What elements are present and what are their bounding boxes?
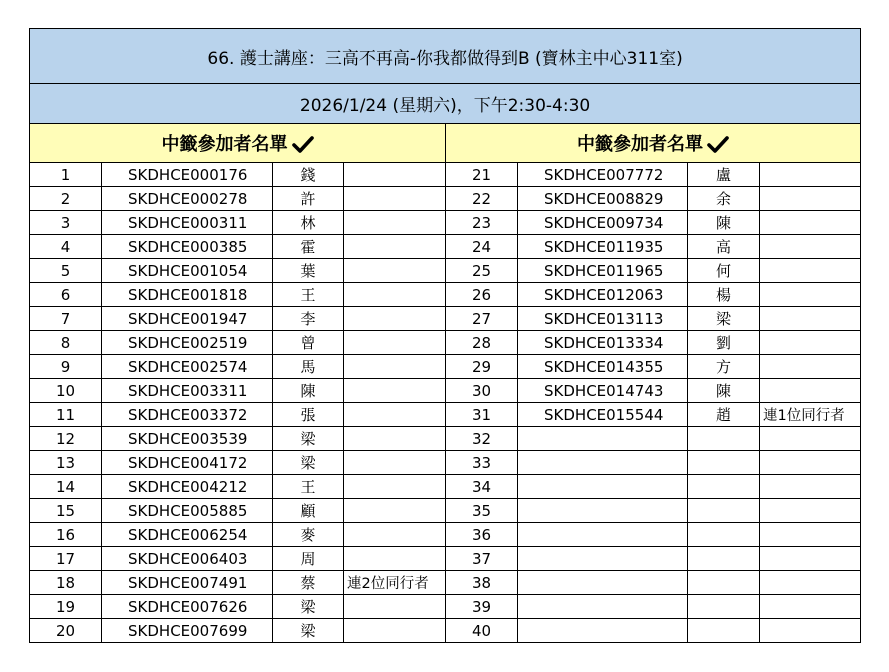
table-row [30,547,861,571]
companion-note [344,283,446,307]
event-title: 66. 護士講座：三高不再高-你我都做得到B (寶林主中心311室) [30,29,861,84]
member-id: SKDHCE001947 [102,307,273,331]
entry-number: 38 [446,571,518,595]
member-surname: 何 [688,259,760,283]
entry-number: 14 [30,475,102,499]
table-row [30,259,861,283]
table-row [30,403,861,427]
member-id: SKDHCE014743 [518,379,688,403]
member-surname: 曾 [273,331,344,355]
member-id: SKDHCE003539 [102,427,273,451]
member-id: SKDHCE009734 [518,211,688,235]
member-surname: 楊 [688,283,760,307]
member-surname: 馬 [273,355,344,379]
entry-number: 24 [446,235,518,259]
entry-number: 30 [446,379,518,403]
member-surname [688,619,760,643]
companion-note [760,211,861,235]
member-surname [688,547,760,571]
companion-note [344,427,446,451]
member-surname [688,427,760,451]
entry-number: 35 [446,499,518,523]
entry-number: 29 [446,355,518,379]
member-id: SKDHCE015544 [518,403,688,427]
entry-number: 33 [446,451,518,475]
companion-note [760,571,861,595]
companion-note [344,595,446,619]
member-surname: 方 [688,355,760,379]
member-id: SKDHCE000278 [102,187,273,211]
entry-number: 28 [446,331,518,355]
member-id: SKDHCE013334 [518,331,688,355]
member-id: SKDHCE002519 [102,331,273,355]
table-row [30,571,861,595]
entry-number: 1 [30,163,102,187]
entry-number: 3 [30,211,102,235]
member-surname: 盧 [688,163,760,187]
table-row [30,379,861,403]
table-row [30,595,861,619]
member-id: SKDHCE004172 [102,451,273,475]
member-id [518,571,688,595]
section-header-left [30,124,446,163]
entry-number: 11 [30,403,102,427]
member-id: SKDHCE014355 [518,355,688,379]
table-row [30,523,861,547]
event-date: 2026/1/24 (星期六)，下午2:30-4:30 [30,84,861,124]
member-id: SKDHCE002574 [102,355,273,379]
entry-number: 27 [446,307,518,331]
member-id [518,499,688,523]
member-id: SKDHCE001054 [102,259,273,283]
member-surname: 劉 [688,331,760,355]
member-id: SKDHCE007772 [518,163,688,187]
companion-note [344,523,446,547]
table-row [30,163,861,187]
companion-note [344,307,446,331]
entry-number: 34 [446,475,518,499]
member-surname: 張 [273,403,344,427]
entry-number: 19 [30,595,102,619]
table-row [30,331,861,355]
table-row [30,475,861,499]
entry-number: 23 [446,211,518,235]
entry-number: 7 [30,307,102,331]
entry-number: 36 [446,523,518,547]
table-row [30,427,861,451]
section-header-right [446,124,861,163]
member-id: SKDHCE006403 [102,547,273,571]
member-id: SKDHCE005885 [102,499,273,523]
member-surname: 許 [273,187,344,211]
companion-note [344,403,446,427]
entry-number: 13 [30,451,102,475]
companion-note [344,163,446,187]
member-surname: 趙 [688,403,760,427]
member-surname [688,475,760,499]
member-id: SKDHCE007491 [102,571,273,595]
companion-note [760,283,861,307]
entry-number: 15 [30,499,102,523]
companion-note: 連2位同行者 [344,571,446,595]
companion-note: 連1位同行者 [760,403,861,427]
member-id [518,595,688,619]
check-icon [292,135,314,153]
member-surname: 蔡 [273,571,344,595]
member-surname [688,595,760,619]
member-id: SKDHCE004212 [102,475,273,499]
member-surname: 梁 [273,619,344,643]
entry-number: 37 [446,547,518,571]
companion-note [344,259,446,283]
table-row [30,499,861,523]
member-surname: 陳 [688,379,760,403]
member-surname: 麥 [273,523,344,547]
table-row [30,355,861,379]
companion-note [760,523,861,547]
member-surname [688,499,760,523]
entry-number: 21 [446,163,518,187]
companion-note [344,379,446,403]
entry-number: 18 [30,571,102,595]
member-surname: 梁 [273,595,344,619]
member-id [518,619,688,643]
member-surname: 周 [273,547,344,571]
companion-note [760,187,861,211]
member-id: SKDHCE006254 [102,523,273,547]
companion-note [760,259,861,283]
entry-number: 20 [30,619,102,643]
member-id: SKDHCE001818 [102,283,273,307]
member-id: SKDHCE003372 [102,403,273,427]
member-id: SKDHCE007626 [102,595,273,619]
table-row [30,307,861,331]
member-surname: 陳 [273,379,344,403]
table-row [30,235,861,259]
companion-note [760,595,861,619]
member-surname: 霍 [273,235,344,259]
companion-note [344,355,446,379]
member-surname: 林 [273,211,344,235]
table-row [30,451,861,475]
member-id: SKDHCE013113 [518,307,688,331]
member-id [518,547,688,571]
entry-number: 4 [30,235,102,259]
companion-note [760,427,861,451]
check-icon [707,135,729,153]
member-surname: 余 [688,187,760,211]
member-surname [688,523,760,547]
member-id: SKDHCE000311 [102,211,273,235]
member-surname: 李 [273,307,344,331]
member-surname: 梁 [273,451,344,475]
entry-number: 40 [446,619,518,643]
member-surname: 梁 [688,307,760,331]
entry-number: 26 [446,283,518,307]
member-surname: 王 [273,475,344,499]
entry-number: 22 [446,187,518,211]
table-row [30,187,861,211]
companion-note [344,547,446,571]
companion-note [760,235,861,259]
companion-note [760,499,861,523]
member-surname: 顧 [273,499,344,523]
entry-number: 39 [446,595,518,619]
member-surname [688,571,760,595]
member-id: SKDHCE008829 [518,187,688,211]
entry-number: 16 [30,523,102,547]
companion-note [344,475,446,499]
member-surname: 葉 [273,259,344,283]
entry-number: 10 [30,379,102,403]
member-id: SKDHCE000385 [102,235,273,259]
companion-note [760,619,861,643]
companion-note [760,379,861,403]
entry-number: 8 [30,331,102,355]
member-id [518,451,688,475]
member-id: SKDHCE012063 [518,283,688,307]
member-surname: 梁 [273,427,344,451]
table-row [30,619,861,643]
companion-note [760,163,861,187]
member-surname: 王 [273,283,344,307]
member-surname: 高 [688,235,760,259]
entry-number: 12 [30,427,102,451]
entry-number: 17 [30,547,102,571]
section-header-label: 中籤參加者名單 [577,134,704,155]
companion-note [760,451,861,475]
winners-table [29,28,861,643]
companion-note [344,235,446,259]
member-id [518,427,688,451]
member-id: SKDHCE003311 [102,379,273,403]
table-row [30,283,861,307]
table-row [30,211,861,235]
entry-number: 31 [446,403,518,427]
entry-number: 32 [446,427,518,451]
section-header-label: 中籤參加者名單 [161,134,288,155]
member-surname: 錢 [273,163,344,187]
member-id: SKDHCE000176 [102,163,273,187]
member-id: SKDHCE011935 [518,235,688,259]
member-surname: 陳 [688,211,760,235]
companion-note [760,307,861,331]
companion-note [344,211,446,235]
companion-note [760,331,861,355]
entry-number: 9 [30,355,102,379]
companion-note [760,355,861,379]
member-id [518,523,688,547]
companion-note [760,547,861,571]
companion-note [344,187,446,211]
entry-number: 25 [446,259,518,283]
member-id: SKDHCE007699 [102,619,273,643]
member-id: SKDHCE011965 [518,259,688,283]
entry-number: 5 [30,259,102,283]
companion-note [344,499,446,523]
entry-number: 6 [30,283,102,307]
member-id [518,475,688,499]
entry-number: 2 [30,187,102,211]
companion-note [760,475,861,499]
companion-note [344,331,446,355]
companion-note [344,619,446,643]
companion-note [344,451,446,475]
member-surname [688,451,760,475]
